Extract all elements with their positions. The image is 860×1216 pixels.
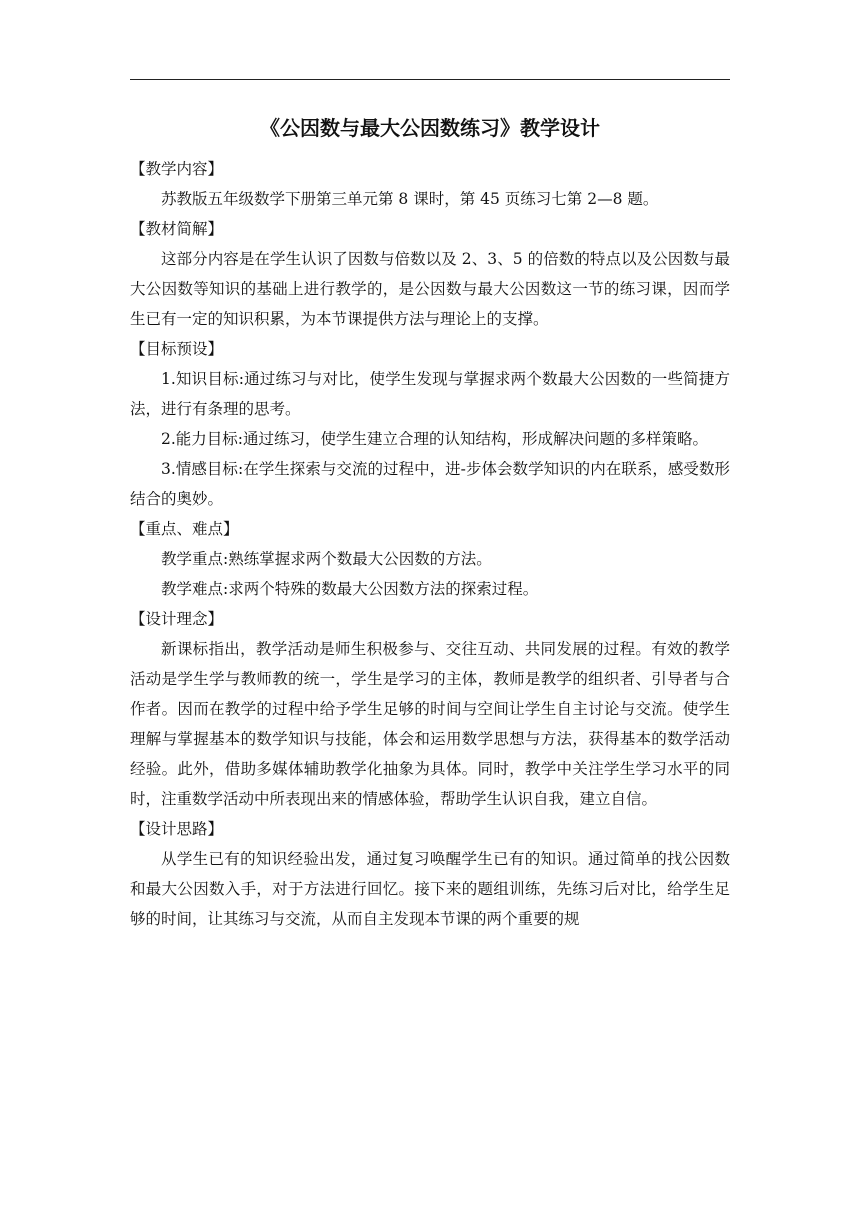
paragraph: 苏教版五年级数学下册第三单元第 8 课时，第 45 页练习七第 2—8 题。 xyxy=(161,190,659,208)
page-title: 《公因数与最大公因数练习》教学设计 xyxy=(260,116,600,140)
section-heading-keypoints: 【重点、难点】 xyxy=(130,520,239,538)
paragraph: 教学重点:熟练掌握求两个数最大公因数的方法。 xyxy=(161,550,492,568)
paragraph: 2.能力目标:通过练习，使学生建立合理的认知结构，形成解决问题的多样策略。 xyxy=(161,430,709,448)
section-heading-goals: 【目标预设】 xyxy=(130,340,224,358)
paragraph: 从学生已有的知识经验出发，通过复习唤醒学生已有的知识。通过简单的找公因数和最大公因数入手，对于方法进行回忆。接下来的题组训练，先练习后对比，给学生足够的时间，让其练习与交流，从而自主发现本节课的两个重要的规 xyxy=(130,850,730,928)
paragraph: 1.知识目标:通过练习与对比，使学生发现与掌握求两个数最大公因数的一些简捷方法，进行有条理的思考。 xyxy=(130,370,730,418)
section-heading-content: 【教学内容】 xyxy=(130,160,224,178)
section-heading-philosophy: 【设计理念】 xyxy=(130,610,224,628)
paragraph: 3.情感目标:在学生探索与交流的过程中，进-步体会数学知识的内在联系，感受数形结合的奥妙。 xyxy=(130,460,730,508)
paragraph: 教学难点:求两个特殊的数最大公因数方法的探索过程。 xyxy=(161,580,539,598)
section-heading-approach: 【设计思路】 xyxy=(130,820,224,838)
section-heading-textbook: 【教材简解】 xyxy=(130,220,224,238)
header-rule xyxy=(130,79,730,80)
paragraph: 新课标指出，教学活动是师生积极参与、交往互动、共同发展的过程。有效的教学活动是学生学与教师教的统一，学生是学习的主体，教师是教学的组织者、引导者与合作者。因而在教学的过程中给予学生足够的时间与空间让学生自主讨论与交流。使学生理解与掌握基本的数学知识与技能，体会和运用数学思想与方法，获得基本的数学活动经验。此外，借助多媒体辅助教学化抽象为具体。同时，教学中关注学生学习水平的同时，注重数学活动中所表现出来的情感体验，帮助学生认识自我，建立自信。 xyxy=(130,640,730,808)
document-body xyxy=(130,112,730,934)
paragraph: 这部分内容是在学生认识了因数与倍数以及 2、3、5 的倍数的特点以及公因数与最大公因数等知识的基础上进行教学的，是公因数与最大公因数这一节的练习课，因而学生已有一定的知识积累，为本节课提供方法与理论上的支撑。 xyxy=(130,250,730,328)
